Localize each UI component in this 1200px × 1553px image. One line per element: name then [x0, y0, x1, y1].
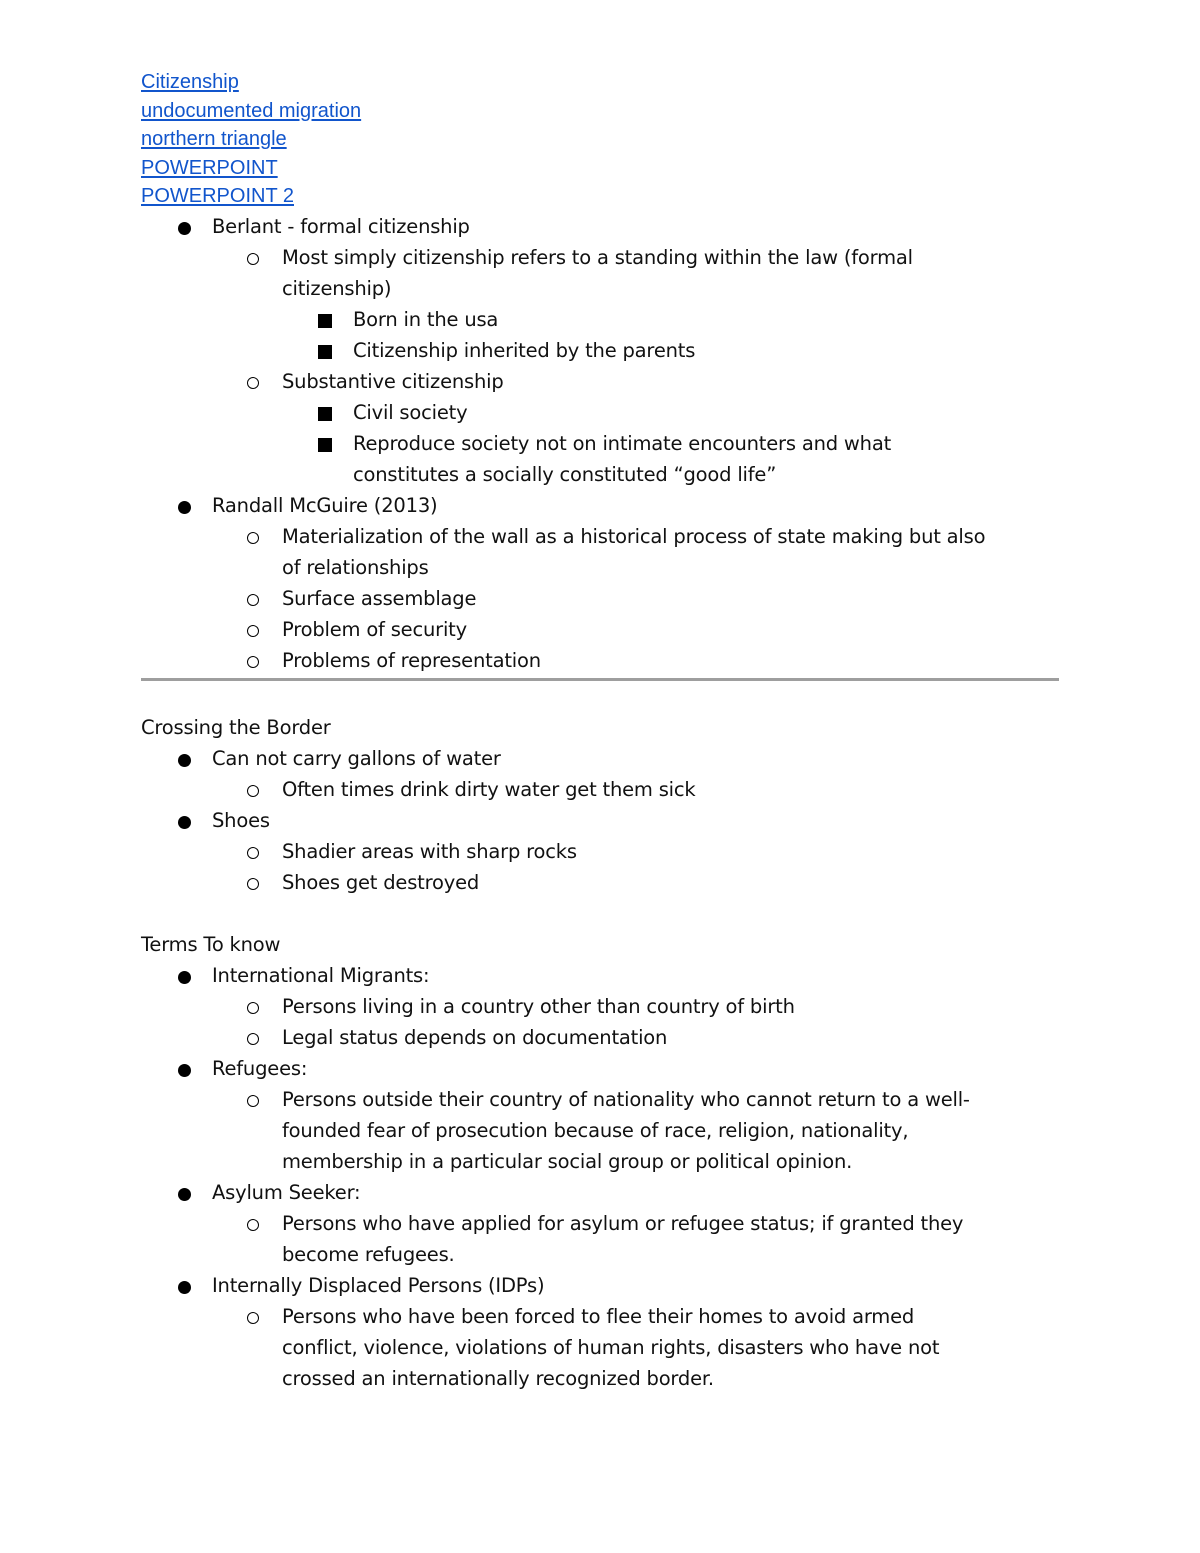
hollow-bullet-icon [247, 377, 259, 389]
hollow-bullet-icon [247, 1033, 259, 1045]
list-item: Civil society [141, 397, 1059, 428]
list-item-continuation: founded fear of prosecution because of race, religion, nationality, [282, 1118, 909, 1142]
crossing-border-notes [141, 712, 1059, 898]
list-item: Shoes get destroyed [141, 867, 1059, 898]
section-heading: Crossing the Border [141, 715, 331, 739]
spacer [141, 681, 1059, 712]
spacer [141, 898, 1059, 929]
list-item: Often times drink dirty water get them sick [141, 774, 1059, 805]
link-citizenship[interactable]: Citizenship [141, 71, 239, 93]
hollow-bullet-icon [247, 1219, 259, 1231]
filled-bullet-icon [178, 1188, 191, 1201]
list-item: Born in the usa [141, 304, 1059, 335]
filled-bullet-icon [178, 754, 191, 767]
hollow-bullet-icon [247, 785, 259, 797]
list-item: Internally Displaced Persons (IDPs) [141, 1270, 1059, 1301]
list-item: Randall McGuire (2013) [141, 490, 1059, 521]
hollow-bullet-icon [247, 1312, 259, 1324]
list-item: International Migrants: [141, 960, 1059, 991]
filled-bullet-icon [178, 1064, 191, 1077]
list-item: Surface assemblage [141, 583, 1059, 614]
hollow-bullet-icon [247, 656, 259, 668]
filled-bullet-icon [178, 1281, 191, 1294]
hollow-bullet-icon [247, 625, 259, 637]
filled-bullet-icon [178, 816, 191, 829]
hollow-bullet-icon [247, 594, 259, 606]
filled-bullet-icon [178, 971, 191, 984]
list-item: Problems of representation [141, 645, 1059, 676]
list-item: Persons who have been forced to flee their homes to avoid armed [141, 1301, 1059, 1332]
list-item: Reproduce society not on intimate encounters and what [141, 428, 1059, 459]
square-bullet-icon [318, 438, 332, 452]
hollow-bullet-icon [247, 532, 259, 544]
hollow-bullet-icon [247, 253, 259, 265]
list-item: Refugees: [141, 1053, 1059, 1084]
list-item: Can not carry gallons of water [141, 743, 1059, 774]
square-bullet-icon [318, 345, 332, 359]
list-item: Citizenship inherited by the parents [141, 335, 1059, 366]
list-item-continuation: citizenship) [282, 276, 392, 300]
list-item: Persons living in a country other than country of birth [141, 991, 1059, 1022]
terms-notes [141, 929, 1059, 1394]
square-bullet-icon [318, 407, 332, 421]
list-item-continuation: crossed an internationally recognized border. [282, 1366, 714, 1390]
list-item: Problem of security [141, 614, 1059, 645]
square-bullet-icon [318, 314, 332, 328]
list-item: Most simply citizenship refers to a standing within the law (formal [141, 242, 1059, 273]
hollow-bullet-icon [247, 1095, 259, 1107]
list-item: Shadier areas with sharp rocks [141, 836, 1059, 867]
list-item-continuation: of relationships [282, 555, 429, 579]
link-list [141, 68, 1059, 211]
link-undocumented-migration[interactable]: undocumented migration [141, 99, 362, 122]
filled-bullet-icon [178, 501, 191, 514]
hollow-bullet-icon [247, 1002, 259, 1014]
link-powerpoint-2[interactable]: POWERPOINT 2 [141, 185, 294, 207]
list-item: Materialization of the wall as a historical process of state making but also [141, 521, 1059, 552]
link-powerpoint[interactable]: POWERPOINT [141, 156, 278, 179]
list-item: Berlant - formal citizenship [141, 211, 1059, 242]
list-item: Legal status depends on documentation [141, 1022, 1059, 1053]
list-item: Persons outside their country of nationality who cannot return to a well- [141, 1084, 1059, 1115]
list-item: Substantive citizenship [141, 366, 1059, 397]
citizenship-notes [141, 211, 1059, 676]
list-item-continuation: membership in a particular social group or political opinion. [282, 1149, 853, 1173]
link-northern-triangle[interactable]: northern triangle [141, 128, 287, 150]
list-item-continuation: constitutes a socially constituted “good life” [353, 462, 777, 486]
list-item: Shoes [141, 805, 1059, 836]
hollow-bullet-icon [247, 847, 259, 859]
document-page [141, 68, 1059, 1394]
filled-bullet-icon [178, 222, 191, 235]
hollow-bullet-icon [247, 878, 259, 890]
list-item: Persons who have applied for asylum or refugee status; if granted they [141, 1208, 1059, 1239]
section-heading: Terms To know [141, 932, 281, 956]
list-item-continuation: conflict, violence, violations of human rights, disasters who have not [282, 1335, 940, 1359]
list-item: Asylum Seeker: [141, 1177, 1059, 1208]
list-item-continuation: become refugees. [282, 1242, 455, 1266]
